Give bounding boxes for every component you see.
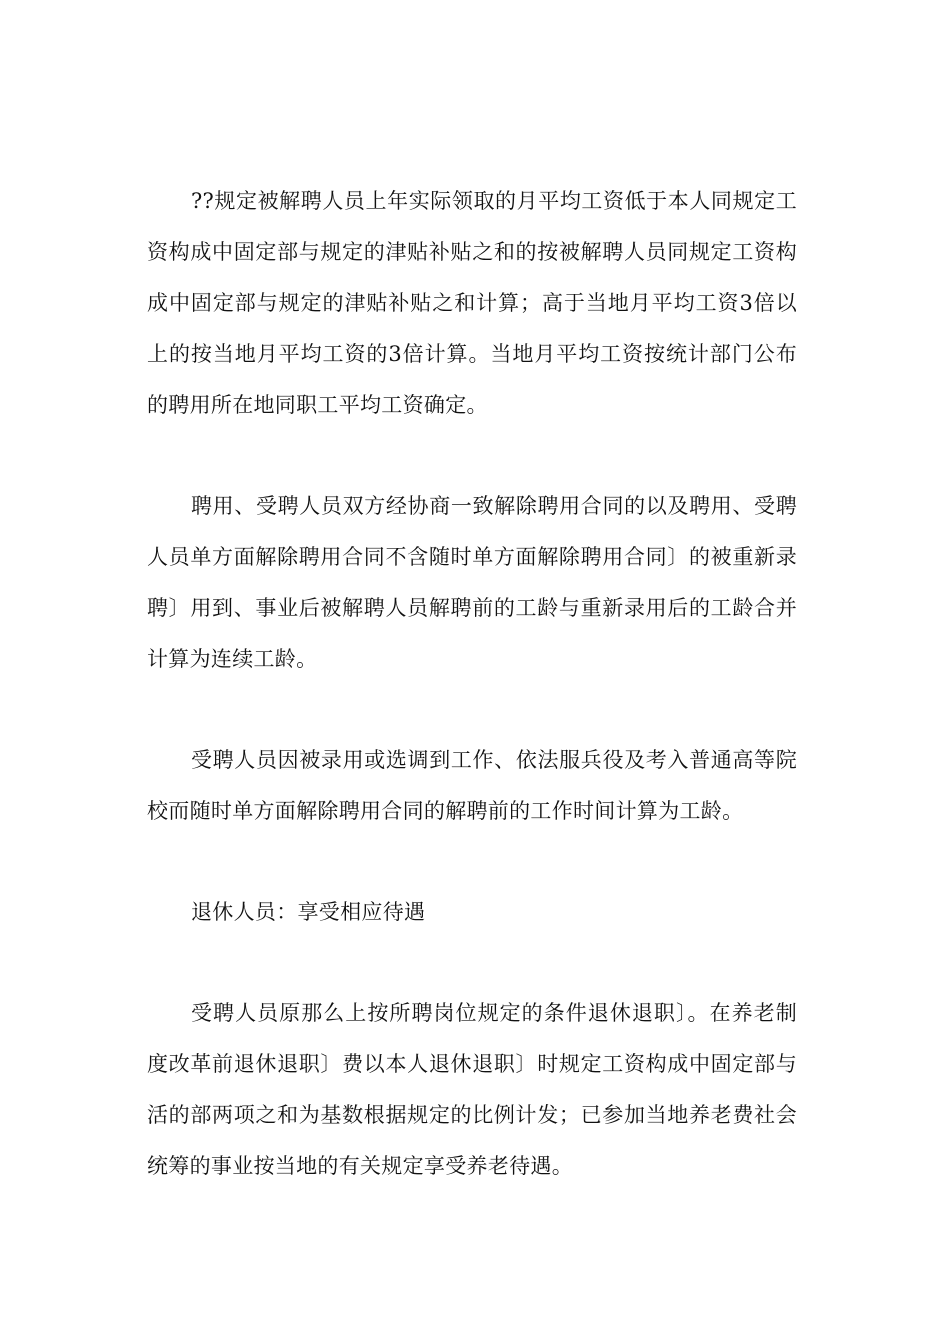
paragraph-spacer: [147, 837, 797, 887]
paragraph-service-time: 受聘人员因被录用或选调到工作、依法服兵役及考入普通高等院校而随时单方面解除聘用合同的解聘前的工作时间计算为工龄。: [147, 748, 797, 823]
paragraph-salary-calculation: ??规定被解聘人员上年实际领取的月平均工资低于本人同规定工资构成中固定部与规定的津贴补贴之和的按被解聘人员同规定工资构成中固定部与规定的津贴补贴之和计算；高于当地月平均工资3倍以上的按当地月平均工资的3倍计算。当地月平均工资按统计部门公布的聘用所在地同职工平均工资确定。: [147, 189, 797, 417]
paragraph-continuous-service: 聘用、受聘人员双方经协商一致解除聘用合同的以及聘用、受聘人员单方面解除聘用合同不含随时单方面解除聘用合同〕的被重新录聘〕用到、事业后被解聘人员解聘前的工龄与重新录用后的工龄合并计算为连续工龄。: [147, 494, 797, 671]
paragraph-spacer: [147, 431, 797, 481]
paragraph-spacer: [147, 938, 797, 988]
section-heading-retirees: 退休人员：享受相应待遇: [191, 900, 426, 924]
document-body: [147, 176, 797, 1192]
paragraph-retirement-benefits: 受聘人员原那么上按所聘岗位规定的条件退休退职〕。在养老制度改革前退休退职〕费以本人退休退职〕时规定工资构成中固定部与活的部两项之和为基数根据规定的比例计发；已参加当地养老费社会统筹的事业按当地的有关规定享受养老待遇。: [147, 1001, 797, 1178]
paragraph-spacer: [147, 685, 797, 735]
